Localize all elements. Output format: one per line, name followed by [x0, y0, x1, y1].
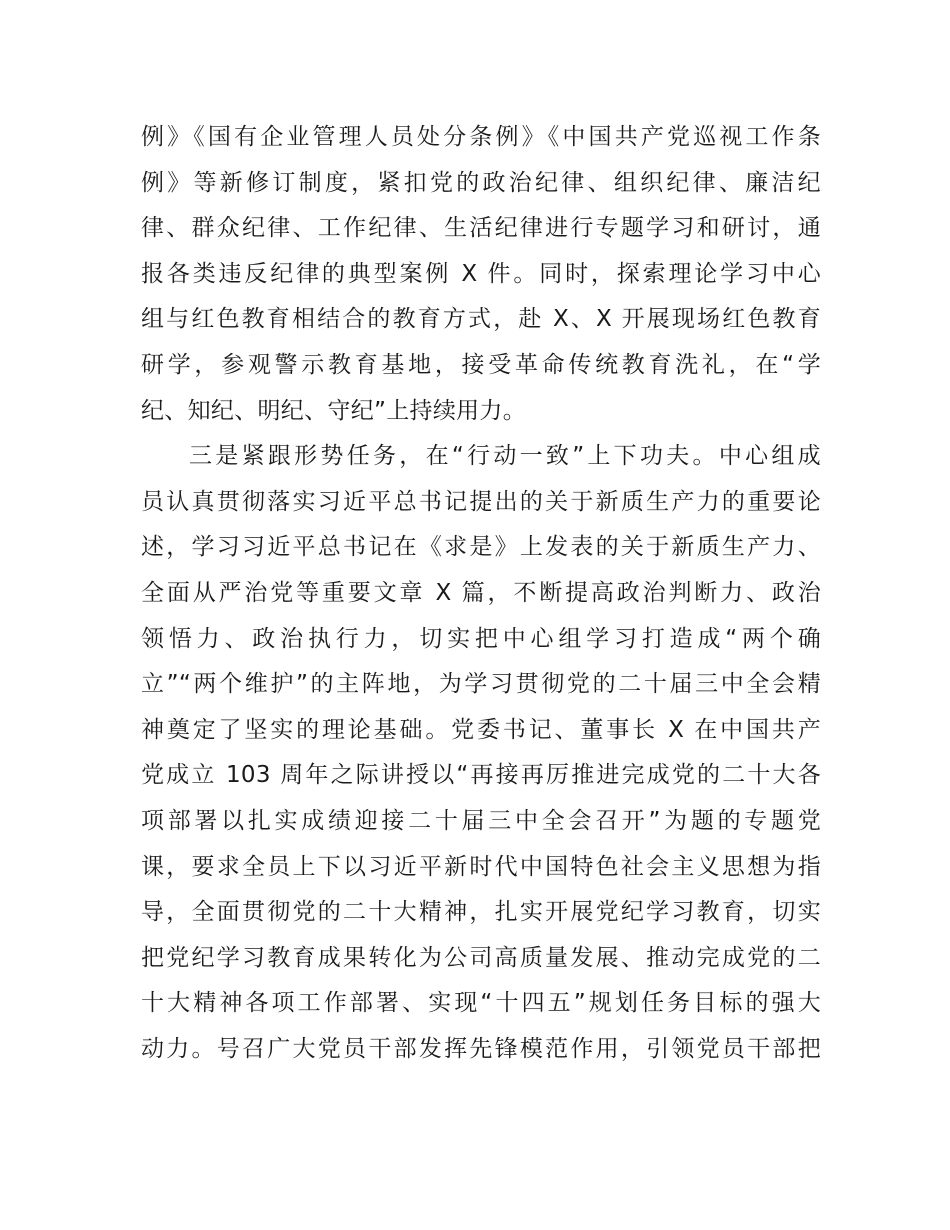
text-line: 员认真贯彻落实习近平总书记提出的关于新质生产力的重要论 [141, 488, 821, 515]
text-line: 报各类违反纪律的典型案例 X 件。同时，探索理论学习中心 [141, 260, 821, 287]
text-line: 领悟力、政治执行力，切实把中心组学习打造成“两个确 [141, 625, 821, 652]
text-line: 党成立 103 周年之际讲授以“再接再厉推进完成党的二十大各 [141, 762, 821, 789]
text-line: 神奠定了坚实的理论基础。党委书记、董事长 X 在中国共产 [141, 716, 821, 743]
text-line: 动力。号召广大党员干部发挥先锋模范作用，引领党员干部把 [141, 1035, 821, 1062]
text-line: 课，要求全员上下以习近平新时代中国特色社会主义思想为指 [141, 853, 821, 880]
text-line: 研学，参观警示教育基地，接受革命传统教育洗礼，在“学 [141, 351, 821, 378]
text-line: 立”“两个维护”的主阵地，为学习贯彻党的二十届三中全会精 [141, 671, 821, 698]
text-line: 述，学习习近平总书记在《求是》上发表的关于新质生产力、 [141, 534, 821, 561]
body-text [141, 115, 821, 1072]
text-line: 组与红色教育相结合的教育方式，赴 X、X 开展现场红色教育 [141, 306, 821, 333]
text-line: 全面从严治党等重要文章 X 篇，不断提高政治判断力、政治 [141, 579, 821, 606]
text-line: 例》《国有企业管理人员处分条例》《中国共产党巡视工作条 [141, 124, 821, 150]
paragraph-start-line: 三是紧跟形势任务，在“行动一致”上下功夫。中心组成 [189, 443, 821, 470]
text-line: 律、群众纪律、工作纪律、生活纪律进行专题学习和研讨，通 [141, 215, 821, 242]
text-line: 十大精神各项工作部署、实现“十四五”规划任务目标的强大 [141, 990, 821, 1017]
paragraph-end-line: 纪、知纪、明纪、守纪”上持续用力。 [141, 397, 527, 424]
text-line: 例》等新修订制度，紧扣党的政治纪律、组织纪律、廉洁纪 [141, 169, 821, 196]
text-line: 项部署以扎实成绩迎接二十届三中全会召开”为题的专题党 [141, 807, 821, 834]
text-line: 把党纪学习教育成果转化为公司高质量发展、推动完成党的二 [141, 944, 821, 971]
text-line: 导，全面贯彻党的二十大精神，扎实开展党纪学习教育，切实 [141, 899, 821, 926]
